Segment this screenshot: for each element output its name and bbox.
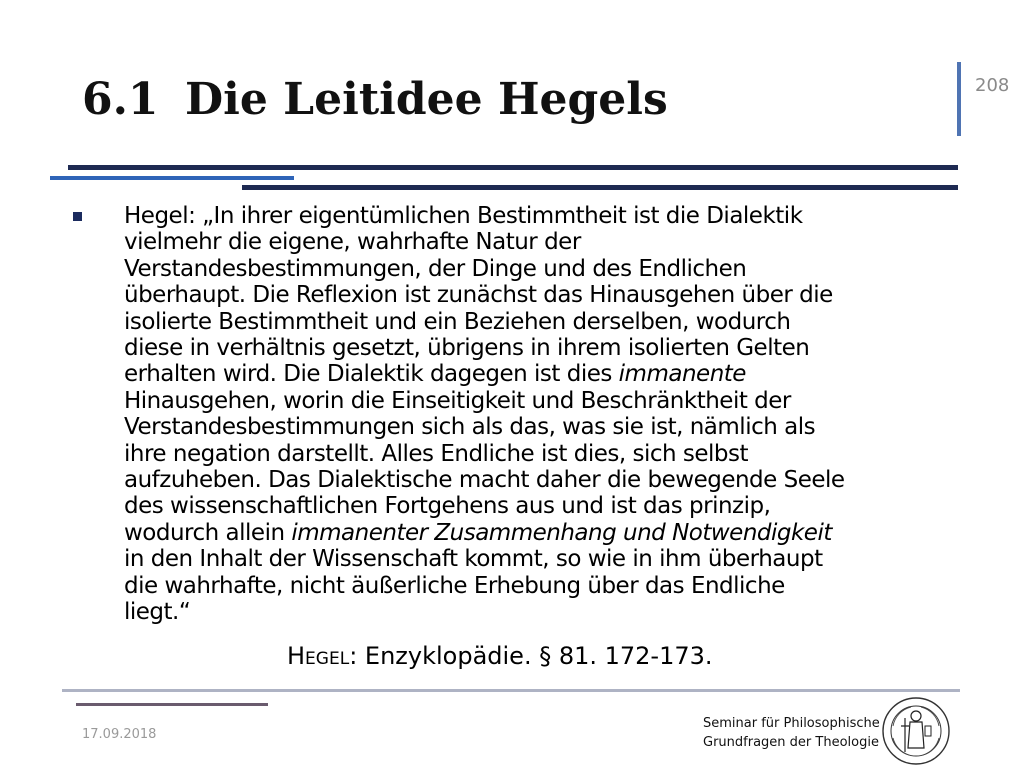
footer-rule-accent [76,703,268,706]
slide-title [82,70,668,130]
slide-number: 208 [975,75,1010,96]
title-text: Die Leitidee Hegels [185,74,668,125]
square-bullet-icon [73,212,82,221]
seminar-line-1: Seminar für Philosophische [703,716,880,731]
citation [287,642,713,670]
quote-emphasis-immanente: immanente [618,361,746,388]
quote-text-1: Hegel: „In ihrer eigentümlichen Bestimmtheit ist die Dialektik vielmehr die eigene, wahrhafte Natur der Verstandesbestimmungen, der Dinge und des Endlichen überhaupt. Die Reflexion ist zunächst das Hinausgehen über die isolierte Bestimmtheit und ein Beziehen derselben, wodurch diese in verhältnis gesetzt, übrigens in ihrem isolierten Gelten erhalten wird. Die Dialektik dagegen ist dies [124,203,833,388]
hegel-quote [124,203,954,626]
title-accent-bar [957,62,961,136]
quote-text-3: in den Inhalt der Wissenschaft kommt, so wie in ihm überhaupt die wahrhafte, nicht äußerliche Erhebung über das Endliche liegt.“ [124,546,823,626]
footer-rule [62,689,960,692]
university-seal-icon [881,696,951,766]
quote-emphasis-zusammenhang: immanenter Zusammenhang und Notwendigkeit [291,519,832,546]
section-number: 6.1 [82,74,159,125]
header-rule-accent [50,176,294,180]
header-rule-bottom [242,185,958,190]
quote-text-2: Hinausgehen, worin die Einseitigkeit und Beschränktheit der Verstandesbestimmungen sich als das, was sie ist, nämlich als ihre negation darstellt. Alles Endliche ist dies, sich selbst aufzuheben. Das Dialektische macht daher die bewegende Seele des wissenschaftlichen Fortgehens aus und ist das prinzip, wodurch allein [124,387,845,546]
seminar-line-2: Grundfragen der Theologie [703,735,879,750]
citation-source: : Enzyklopädie. § 81. 172-173. [349,642,713,670]
header-rule-top [68,165,958,170]
seminar-name [703,714,880,752]
footer-date: 17.09.2018 [82,727,157,742]
citation-author: Hegel [287,642,350,670]
